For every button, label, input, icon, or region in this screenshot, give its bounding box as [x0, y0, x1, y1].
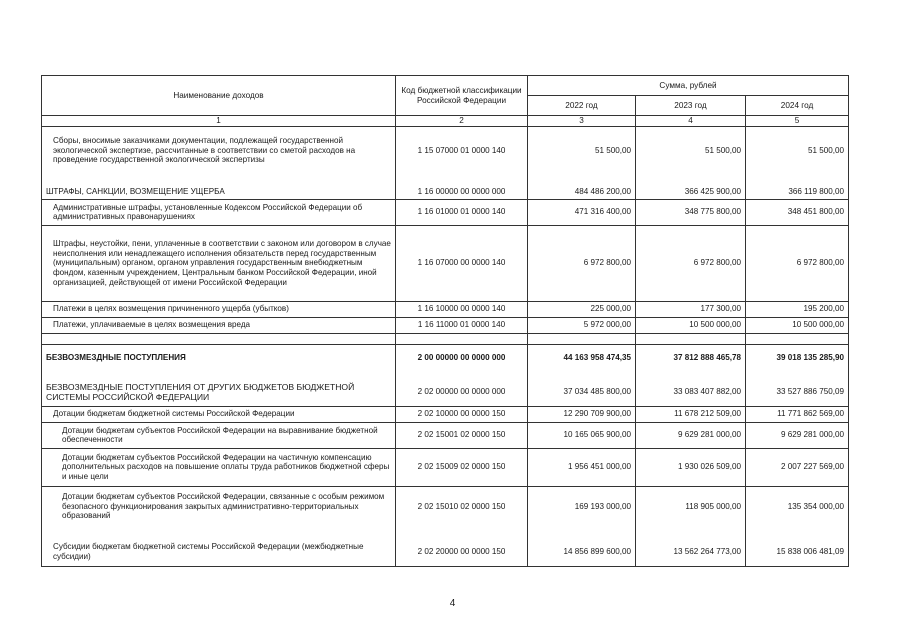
- row-2022: 14 856 899 600,00: [528, 538, 636, 566]
- spacer-row: [42, 174, 849, 185]
- row-2023: 37 812 888 465,78: [636, 344, 746, 370]
- table-row: [42, 378, 849, 406]
- spacer-row: [42, 526, 849, 538]
- row-code: 2 02 10000 00 0000 150: [396, 406, 528, 422]
- row-code: 2 02 15001 02 0000 150: [396, 422, 528, 448]
- row-code: 1 16 10000 00 0000 140: [396, 301, 528, 317]
- row-2022: 1 956 451 000,00: [528, 448, 636, 486]
- row-code: 2 02 00000 00 0000 000: [396, 378, 528, 406]
- row-2024: 6 972 800,00: [746, 225, 849, 301]
- revenue-table: [41, 75, 849, 567]
- row-2022: 471 316 400,00: [528, 199, 636, 225]
- row-2022: 51 500,00: [528, 126, 636, 174]
- row-2023: 33 083 407 882,00: [636, 378, 746, 406]
- row-2024: 135 354 000,00: [746, 486, 849, 526]
- row-2022: 5 972 000,00: [528, 317, 636, 333]
- row-2023: 6 972 800,00: [636, 225, 746, 301]
- table-row: [42, 448, 849, 486]
- row-code: 2 00 00000 00 0000 000: [396, 344, 528, 370]
- column-number-5: 5: [746, 116, 849, 127]
- row-name: Платежи, уплачиваемые в целях возмещения вреда: [42, 317, 396, 333]
- row-name: Дотации бюджетам субъектов Российской Федерации на выравнивание бюджетной обеспеченности: [42, 422, 396, 448]
- row-2022: 10 165 065 900,00: [528, 422, 636, 448]
- column-number-3: 3: [528, 116, 636, 127]
- row-2024: 9 629 281 000,00: [746, 422, 849, 448]
- row-2023: 348 775 800,00: [636, 199, 746, 225]
- row-2024: 15 838 006 481,09: [746, 538, 849, 566]
- table-row: [42, 344, 849, 370]
- row-2023: 177 300,00: [636, 301, 746, 317]
- table-row: [42, 185, 849, 199]
- row-code: 1 16 01000 01 0000 140: [396, 199, 528, 225]
- row-2022: 484 486 200,00: [528, 185, 636, 199]
- row-2024: 366 119 800,00: [746, 185, 849, 199]
- header-name: Наименование доходов: [42, 76, 396, 116]
- header-sum: Сумма, рублей: [528, 76, 849, 96]
- table-row: [42, 225, 849, 301]
- row-name: Дотации бюджетам субъектов Российской Федерации, связанные с особым режимом безопасного функционирования закрытых административно-территориальных образований: [42, 486, 396, 526]
- spacer-row: [42, 333, 849, 344]
- row-name: Платежи в целях возмещения причиненного ущерба (убытков): [42, 301, 396, 317]
- row-2024: 33 527 886 750,09: [746, 378, 849, 406]
- row-name: БЕЗВОЗМЕЗДНЫЕ ПОСТУПЛЕНИЯ: [42, 344, 396, 370]
- row-name: Сборы, вносимые заказчиками документации, подлежащей государственной экологической экспертизе, рассчитанные в соответствии со сметой расходов на проведение государственной экологической экспертизы: [42, 126, 396, 174]
- row-2023: 118 905 000,00: [636, 486, 746, 526]
- row-2022: 169 193 000,00: [528, 486, 636, 526]
- row-2024: 195 200,00: [746, 301, 849, 317]
- row-2023: 51 500,00: [636, 126, 746, 174]
- row-2023: 11 678 212 509,00: [636, 406, 746, 422]
- row-code: 2 02 15010 02 0000 150: [396, 486, 528, 526]
- row-code: 1 15 07000 01 0000 140: [396, 126, 528, 174]
- row-2023: 366 425 900,00: [636, 185, 746, 199]
- header-code: Код бюджетной классификации Российской Федерации: [396, 76, 528, 116]
- table-row: [42, 317, 849, 333]
- table-row: [42, 486, 849, 526]
- column-number-1: 1: [42, 116, 396, 127]
- table-row: [42, 126, 849, 174]
- row-2024: 10 500 000,00: [746, 317, 849, 333]
- table-row: [42, 422, 849, 448]
- row-code: 1 16 00000 00 0000 000: [396, 185, 528, 199]
- row-name: БЕЗВОЗМЕЗДНЫЕ ПОСТУПЛЕНИЯ ОТ ДРУГИХ БЮДЖЕТОВ БЮДЖЕТНОЙ СИСТЕМЫ РОССИЙСКОЙ ФЕДЕРАЦИИ: [42, 378, 396, 406]
- row-2023: 1 930 026 509,00: [636, 448, 746, 486]
- row-2022: 37 034 485 800,00: [528, 378, 636, 406]
- row-2023: 13 562 264 773,00: [636, 538, 746, 566]
- row-code: 2 02 15009 02 0000 150: [396, 448, 528, 486]
- row-2022: 44 163 958 474,35: [528, 344, 636, 370]
- row-2024: 2 007 227 569,00: [746, 448, 849, 486]
- table-row: [42, 199, 849, 225]
- row-name: Дотации бюджетам бюджетной системы Российской Федерации: [42, 406, 396, 422]
- row-2024: 51 500,00: [746, 126, 849, 174]
- header-year-2022: 2022 год: [528, 96, 636, 116]
- row-2024: 348 451 800,00: [746, 199, 849, 225]
- row-2023: 9 629 281 000,00: [636, 422, 746, 448]
- row-name: Дотации бюджетам субъектов Российской Федерации на частичную компенсацию дополнительных расходов на повышение оплаты труда работников бюджетной сферы и иные цели: [42, 448, 396, 486]
- header-year-2024: 2024 год: [746, 96, 849, 116]
- row-name: Штрафы, неустойки, пени, уплаченные в соответствии с законом или договором в случае неисполнения или ненадлежащего исполнения обязательств перед государственным (муниципальным) органом, органом управления государственным внебюджетным фондом, казенным учреждением, Центральным банком Российской Федерации, иной организацией, действующей от имени Российской Федерации: [42, 225, 396, 301]
- row-code: 2 02 20000 00 0000 150: [396, 538, 528, 566]
- row-2022: 12 290 709 900,00: [528, 406, 636, 422]
- row-2022: 225 000,00: [528, 301, 636, 317]
- row-2024: 39 018 135 285,90: [746, 344, 849, 370]
- row-2023: 10 500 000,00: [636, 317, 746, 333]
- table-row: [42, 301, 849, 317]
- spacer-row: [42, 370, 849, 378]
- row-2024: 11 771 862 569,00: [746, 406, 849, 422]
- page-number: 4: [449, 598, 456, 609]
- row-code: 1 16 07000 00 0000 140: [396, 225, 528, 301]
- table-row: [42, 538, 849, 566]
- table-row: [42, 406, 849, 422]
- row-name: Субсидии бюджетам бюджетной системы Российской Федерации (межбюджетные субсидии): [42, 538, 396, 566]
- column-number-4: 4: [636, 116, 746, 127]
- row-code: 1 16 11000 01 0000 140: [396, 317, 528, 333]
- header-year-2023: 2023 год: [636, 96, 746, 116]
- row-name: ШТРАФЫ, САНКЦИИ, ВОЗМЕЩЕНИЕ УЩЕРБА: [42, 185, 396, 199]
- column-number-2: 2: [396, 116, 528, 127]
- row-name: Административные штрафы, установленные Кодексом Российской Федерации об административных правонарушениях: [42, 199, 396, 225]
- row-2022: 6 972 800,00: [528, 225, 636, 301]
